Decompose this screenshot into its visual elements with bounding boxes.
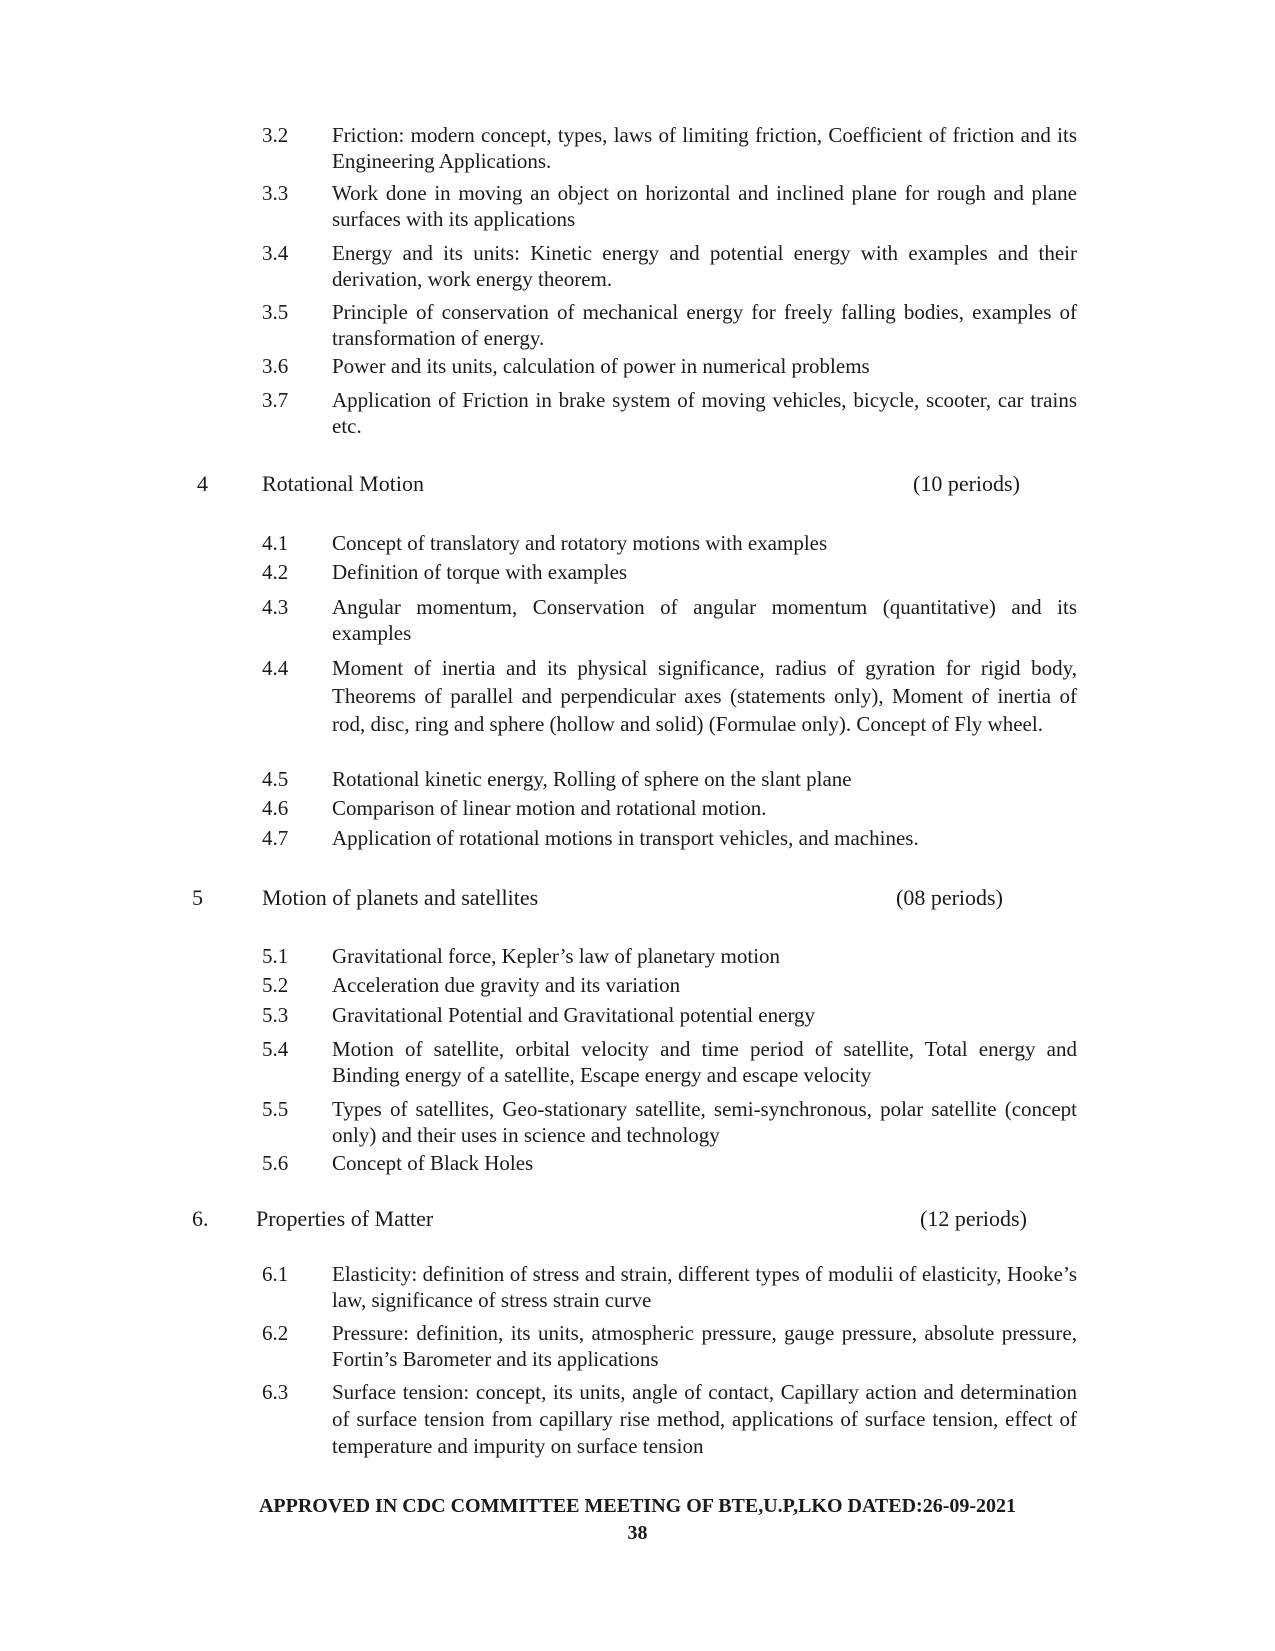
item-text: Pressure: definition, its units, atmospheric pressure, gauge pressure, absolute pressure, Fortin’s Barometer and its applications — [332, 1321, 1077, 1371]
item-text: Power and its units, calculation of power in numerical problems — [332, 354, 870, 378]
item-number: 4.7 — [262, 826, 289, 850]
item-text: Concept of translatory and rotatory motions with examples — [332, 531, 828, 555]
item-number: 5.2 — [262, 973, 289, 997]
item-number: 3.3 — [262, 181, 289, 205]
list-item-3-7 — [262, 387, 1077, 439]
section-title: Properties of Matter — [256, 1206, 434, 1231]
item-text: Concept of Black Holes — [332, 1151, 534, 1175]
list-item-3-2 — [262, 122, 1077, 174]
item-text: Comparison of linear motion and rotational motion. — [332, 796, 767, 820]
item-text: Elasticity: definition of stress and strain, different types of modulii of elasticity, Hooke’s law, significance of stress strain curve — [332, 1262, 1077, 1312]
item-text: Gravitational force, Kepler’s law of planetary motion — [332, 944, 781, 968]
item-number: 3.6 — [262, 354, 289, 378]
section-periods: (12 periods) — [920, 1206, 1027, 1231]
item-text: Rotational kinetic energy, Rolling of sphere on the slant plane — [332, 767, 852, 791]
item-number: 3.7 — [262, 388, 289, 412]
section-title: Motion of planets and satellites — [262, 885, 539, 910]
list-item-6-2 — [262, 1320, 1077, 1372]
list-item-3-4 — [262, 240, 1077, 292]
item-number: 4.3 — [262, 595, 289, 619]
list-item-5-4 — [262, 1036, 1077, 1088]
item-number: 4.1 — [262, 531, 289, 555]
list-item-4-5 — [262, 766, 1077, 792]
item-text: Energy and its units: Kinetic energy and potential energy with examples and their derivation, work energy theorem. — [332, 241, 1077, 291]
list-item-4-1 — [262, 530, 1077, 556]
section-periods: (10 periods) — [913, 471, 1020, 496]
item-text: Surface tension: concept, its units, angle of contact, Capillary action and determination of surface tension from capillary rise method, applications of surface tension, effect of temperature and impurity on surface tension — [332, 1380, 1077, 1458]
item-text: Acceleration due gravity and its variation — [332, 973, 681, 997]
list-item-3-6 — [262, 353, 1077, 379]
item-text: Moment of inertia and its physical significance, radius of gyration for rigid body, Theorems of parallel and perpendicular axes (statements only), Moment of inertia of rod, disc, ring and sphere (hollow and solid) (Formulae only). Concept of Fly wheel. — [332, 656, 1077, 736]
item-text: Angular momentum, Conservation of angular momentum (quantitative) and its examples — [332, 595, 1077, 645]
list-item-3-3 — [262, 180, 1077, 232]
item-number: 4.5 — [262, 767, 289, 791]
item-text: Gravitational Potential and Gravitational potential energy — [332, 1003, 816, 1027]
item-number: 6.3 — [262, 1380, 289, 1404]
list-item-5-1 — [262, 943, 1077, 969]
list-item-3-5 — [262, 299, 1077, 351]
item-number: 6.2 — [262, 1321, 289, 1345]
section-periods: (08 periods) — [896, 885, 1003, 910]
item-number: 3.4 — [262, 241, 289, 265]
item-text: Friction: modern concept, types, laws of limiting friction, Coefficient of friction and its Engineering Applications. — [332, 123, 1077, 173]
list-item-6-1 — [262, 1261, 1077, 1313]
item-text: Types of satellites, Geo-stationary satellite, semi-synchronous, polar satellite (concept only) and their uses in science and technology — [332, 1097, 1077, 1147]
approval-footer: APPROVED IN CDC COMMITTEE MEETING OF BTE,U.P,LKO DATED:26-09-2021 — [258, 1495, 1017, 1517]
list-item-4-6 — [262, 795, 1077, 821]
item-number: 5.6 — [262, 1151, 289, 1175]
item-number: 5.4 — [262, 1037, 289, 1061]
item-text: Motion of satellite, orbital velocity and time period of satellite, Total energy and Binding energy of a satellite, Escape energy and escape velocity — [332, 1037, 1077, 1087]
section-number: 5 — [192, 885, 203, 910]
list-item-4-7 — [262, 825, 1077, 851]
item-text: Principle of conservation of mechanical energy for freely falling bodies, examples of transformation of energy. — [332, 300, 1077, 350]
item-text: Application of rotational motions in transport vehicles, and machines. — [332, 826, 919, 850]
item-number: 4.4 — [262, 656, 289, 680]
item-text: Application of Friction in brake system of moving vehicles, bicycle, scooter, car trains etc. — [332, 388, 1077, 438]
list-item-5-5 — [262, 1096, 1077, 1148]
item-text: Definition of torque with examples — [332, 560, 628, 584]
item-number: 5.3 — [262, 1003, 289, 1027]
list-item-4-3 — [262, 594, 1077, 646]
item-number: 6.1 — [262, 1262, 289, 1286]
item-number: 3.2 — [262, 123, 289, 147]
item-number: 5.1 — [262, 944, 289, 968]
item-number: 3.5 — [262, 300, 289, 324]
section-number: 4 — [197, 471, 208, 496]
list-item-4-4 — [262, 654, 1077, 738]
item-number: 4.6 — [262, 796, 289, 820]
list-item-5-3 — [262, 1002, 1077, 1028]
item-text: Work done in moving an object on horizontal and inclined plane for rough and plane surfaces with its applications — [332, 181, 1077, 231]
section-number: 6. — [192, 1206, 209, 1231]
page-number: 38 — [627, 1522, 648, 1544]
list-item-5-6 — [262, 1150, 1077, 1176]
section-title: Rotational Motion — [262, 471, 424, 496]
item-number: 5.5 — [262, 1097, 289, 1121]
item-number: 4.2 — [262, 560, 289, 584]
list-item-4-2 — [262, 559, 1077, 585]
list-item-5-2 — [262, 972, 1077, 998]
list-item-6-3 — [262, 1379, 1077, 1460]
